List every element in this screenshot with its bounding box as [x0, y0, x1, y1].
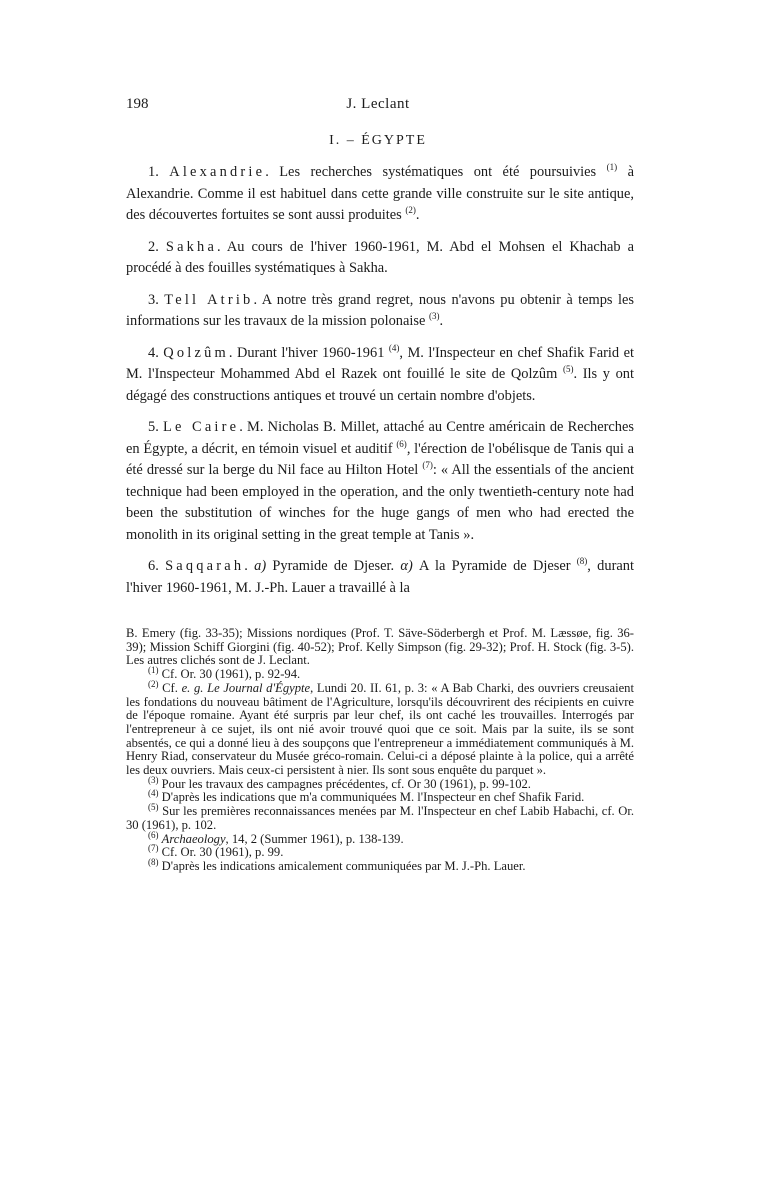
paragraph-text: Pyramide de Djeser. [266, 558, 401, 574]
section-title: I. – ÉGYPTE [329, 133, 427, 148]
footnote-5 [126, 801, 634, 832]
footnote-text: Sur les premières reconnaissances menées par M. l'Inspecteur en chef Labib Habachi, cf. Or. 30 (1961), p. 102. [126, 804, 634, 832]
footnote-8 [126, 856, 634, 874]
footnote-number: (7) [148, 843, 159, 854]
page-number: 198 [126, 96, 149, 112]
footnote-2 [126, 678, 634, 778]
footnote-number: (6) [148, 829, 159, 840]
item-number: 5. [148, 419, 159, 435]
subsection-marker: α) [400, 558, 413, 574]
paragraph-text: , M. l'Inspecteur en chef Shafik Farid et M. l'Inspecteur Mohammed Abd el Razek ont fouillé le site de Qolzûm [126, 344, 634, 382]
footnote-text: Cf. Or. 30 (1961), p. 99. [158, 845, 284, 860]
paragraph-le-caire [126, 417, 634, 546]
footnote-ref: (4) [388, 342, 400, 353]
site-name: Qolzûm [163, 344, 229, 361]
paragraph-text: , durant l'hiver 1960-1961, M. J.-Ph. Lauer a travaillé à la [126, 558, 634, 596]
footnote-text: Pour les travaux des campagnes précédentes, cf. Or 30 (1961), p. 99-102. [158, 776, 531, 791]
footnote-ref: (6) [396, 438, 407, 449]
footnote-text: Cf. [158, 680, 182, 695]
running-title: J. Leclant [346, 96, 410, 112]
item-number: 1. [148, 164, 159, 180]
running-header [126, 96, 630, 116]
footnote-ref: (5) [562, 364, 574, 375]
paragraph-text: : « All the essentials of the ancient technique had been employed in the operation, and the only twentieth-century note had been the substitution of winches for the huge gangs of men who had erected the monolith in its original setting in the great temple at Tanis ». [126, 462, 635, 543]
footnote-1 [126, 664, 634, 682]
subsection-marker: a) [254, 558, 267, 574]
paragraph-text: , l'érection de l'obélisque de Tanis qui a été dressé sur la berge du Nil face au Hilton Hotel [126, 440, 634, 478]
paragraph-text: . Les recherches systématiques ont été poursuivies [265, 164, 607, 180]
footnote-number: (8) [148, 856, 159, 867]
paragraph-text: . Durant l'hiver 1960-1961 [228, 344, 389, 361]
paragraph-qolzum [126, 343, 634, 408]
footnote-number: (3) [148, 774, 159, 785]
journal-title: Archaeology [161, 831, 226, 846]
footnote-7 [126, 843, 634, 860]
footnote-number: (5) [148, 801, 159, 812]
site-name: Saqqarah [165, 558, 245, 574]
paragraph-text: . Au cours de l'hiver 1960-1961, M. Abd el Mohsen el Khachab a procédé à des fouilles systématiques à Sakha. [126, 238, 634, 276]
paragraph-text: à Alexandrie. Comme il est habituel dans cette grande ville construite sur le site antique, des découvertes fortuites se sont aussi produites [126, 164, 634, 223]
item-number: 2. [148, 238, 159, 255]
footnote-ref: (7) [422, 460, 433, 471]
body-text [126, 162, 634, 609]
paragraph-text: . M. Nicholas B. Millet, attaché au Centre américain de Recherches en Égypte, a décrit, en témoin visuel et auditif [126, 419, 634, 457]
footnote-ref: (3) [428, 311, 440, 322]
footnote-number: (2) [148, 678, 159, 689]
item-number: 6. [148, 558, 159, 574]
paragraph-text: . A notre très grand regret, nous n'avons pu obtenir à temps les informations sur les travaux de la mission polonaise [126, 291, 634, 329]
paragraph-alexandrie [126, 162, 634, 227]
paragraph-text: . [244, 558, 255, 574]
paragraph-tell-atrib [126, 290, 634, 333]
footnote-text: , 14, 2 (Summer 1961), p. 138-139. [225, 831, 404, 846]
site-name: Le Caire [163, 419, 240, 435]
footnote-ref: (8) [576, 556, 588, 567]
journal-title: e. g. Le Journal d'Égypte [181, 680, 311, 695]
footnote-text: D'après les indications amicalement communiquées par M. J.-Ph. Lauer. [158, 858, 526, 873]
paragraph-saqqarah [126, 556, 634, 599]
footnote-text: D'après les indications que m'a communiquées M. l'Inspecteur en chef Shafik Farid. [158, 790, 585, 805]
footnotes [126, 627, 634, 874]
footnote-ref: (1) [606, 162, 618, 173]
paragraph-text: A la Pyramide de Djeser [412, 558, 577, 574]
item-number: 3. [148, 291, 159, 308]
paragraph-sakha [126, 237, 634, 280]
footnote-number: (1) [148, 664, 159, 675]
footnote-text: Cf. Or. 30 (1961), p. 92-94. [158, 667, 301, 682]
site-name: Alexandrie [169, 164, 266, 180]
footnote-ref: (2) [405, 205, 416, 216]
site-name: Tell Atrib [164, 291, 254, 308]
paragraph-text: . [439, 313, 444, 329]
paragraph-text: . [415, 207, 420, 223]
footnote-text: , Lundi 20. II. 61, p. 3: « A Bab Charki, des ouvriers creusaient les fondations du nouveau bâtiment de l'Agriculture, lorsqu'ils découvrirent des récipients en cuivre de l'époque romaine. Ayant été surpris par leur chef, ils ont caché les trouvailles. Interrogés par l'entrepreneur à ce sujet, ils ont nié avoir trouvé quoi que ce soit. Mais par la suite, ils se sont absentés, ce qui a donné lieu à des soupçons que l'entrepreneur a immédiatement communiqués à M. Henry Riad, conservateur du Musée gréco-romain. Celui-ci a déposé plainte à la police, qui a arrêté les deux ouvriers. Mais ceux-ci persistent à nier. Ils sont sous enquête du parquet ». [126, 680, 634, 778]
item-number: 4. [148, 344, 159, 361]
paragraph-text: . Ils y ont dégagé des constructions antiques et trouvé un certain nombre d'objets. [126, 366, 634, 404]
footnote-number: (4) [148, 788, 159, 799]
site-name: Sakha [165, 238, 218, 255]
footnote-continuation: B. Emery (fig. 33-35); Missions nordiques (Prof. T. Säve-Söderbergh et Prof. M. Læssøe, fig. 36-39); Mission Schiff Giorgini (fig. 40-52); Prof. Kelly Simpson (fig. 29-32); Prof. H. Stock (fig. 3-5). Les autres clichés sont de J. Leclant. [126, 626, 634, 668]
